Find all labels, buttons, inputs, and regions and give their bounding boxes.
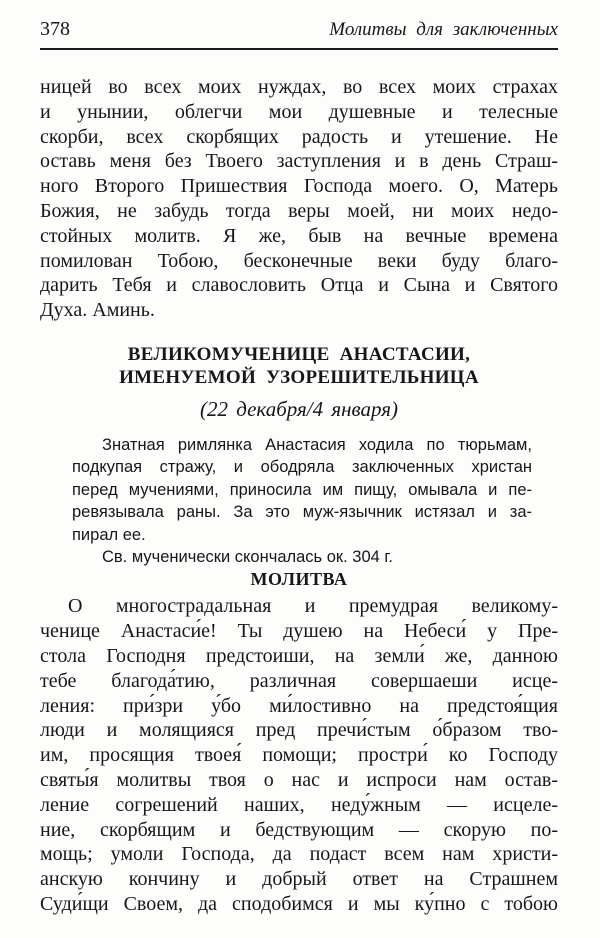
text-line: пирал ее. — [72, 525, 146, 544]
prayer-heading: МОЛИТВА — [250, 569, 348, 590]
text-line: им, просящия твоея́ помощи; простри́ ко Господу — [40, 744, 558, 767]
section-heading — [40, 343, 558, 389]
text-line: стола Господня предстоиши, на земли́ же, данною — [40, 645, 558, 667]
text-line: ревязывала раны. За это муж-язычник истязал и за- — [72, 503, 532, 522]
text-line: подкупая стражу, и ободряла заключенных христан — [72, 458, 532, 477]
text-line: Св. мученически скончалась ок. 304 г. — [102, 548, 393, 566]
page-header — [40, 18, 558, 50]
text-line: ницей во всех моих нуждах, во всех моих страхах — [40, 76, 558, 98]
text-line: ченице Анастаси́е! Ты душею на Небеси́ у Пре- — [40, 620, 558, 643]
saint-description — [72, 434, 532, 568]
text-line: Суди́щи Своем, да сподобимся и мы ку́пно с тобою — [40, 892, 558, 915]
text-line: оставь меня без Твоего заступления и в день Страш- — [40, 150, 558, 173]
text-line: святы́я молитвы твоя о нас и испроси нам остав- — [40, 768, 558, 791]
text-line: ление согрешений наших, неду́жным — исцеле- — [40, 793, 558, 816]
page-number: 378 — [40, 18, 70, 40]
text-line: стойных молитв. Я же, быв на вечные времена — [40, 224, 558, 247]
feast-date: (22 декабря/4 января) — [199, 396, 398, 421]
text-line: ние, скорбящим и бедствующим — скорую по- — [40, 818, 558, 841]
running-title: Молитвы для заключенных — [329, 19, 558, 40]
text-line: Божия, не забудь тогда веры моей, ни моих недо- — [40, 199, 558, 222]
text-line: ления: при́зри у́бо ми́лостивно на предстоя́щия — [40, 694, 558, 717]
description-paragraph-1 — [72, 434, 532, 546]
text-line: ного Второго Пришествия Господа моего. О, Матерь — [40, 175, 558, 198]
text-line: люди и молящияся пред пречи́стым о́бразом тво- — [40, 719, 558, 742]
text-line: Знатная римлянка Анастасия ходила по тюрьмам, — [102, 435, 532, 454]
text-line: Духа. Аминь. — [40, 299, 155, 322]
text-line: тебе благода́тию, различная совершаеши исце- — [40, 669, 558, 692]
text-line: дарить Тебя и славословить Отца и Сына и Святого — [40, 274, 558, 297]
text-line: О многострадальная и премудрая великому- — [68, 595, 558, 618]
text-line: помилован Тобою, бесконечные веки буду благо- — [40, 249, 558, 272]
description-paragraph-2 — [72, 546, 532, 568]
text-line: мощь; умоли Господа, да подаст всем нам христи- — [40, 843, 558, 866]
page-content — [40, 75, 558, 917]
text-line: перед мучениями, приносила им пищу, омывала и пе- — [72, 480, 532, 499]
section-heading-line1: ВЕЛИКОМУЧЕНИЦЕ АНАСТАСИИ, — [127, 343, 471, 365]
section-heading-line2: ИМЕНУЕМОЙ УЗОРЕШИТЕЛЬНИЦА — [119, 366, 479, 388]
continuation-paragraph — [40, 75, 558, 323]
prayer-text — [40, 594, 558, 916]
text-line: и унынии, облегчи мои душевные и телесные — [40, 100, 558, 123]
text-line: анскую кончину и добрый ответ на Страшнем — [40, 868, 558, 891]
text-line: скорби, всех скорбящих радость и утешение. Не — [40, 125, 558, 148]
